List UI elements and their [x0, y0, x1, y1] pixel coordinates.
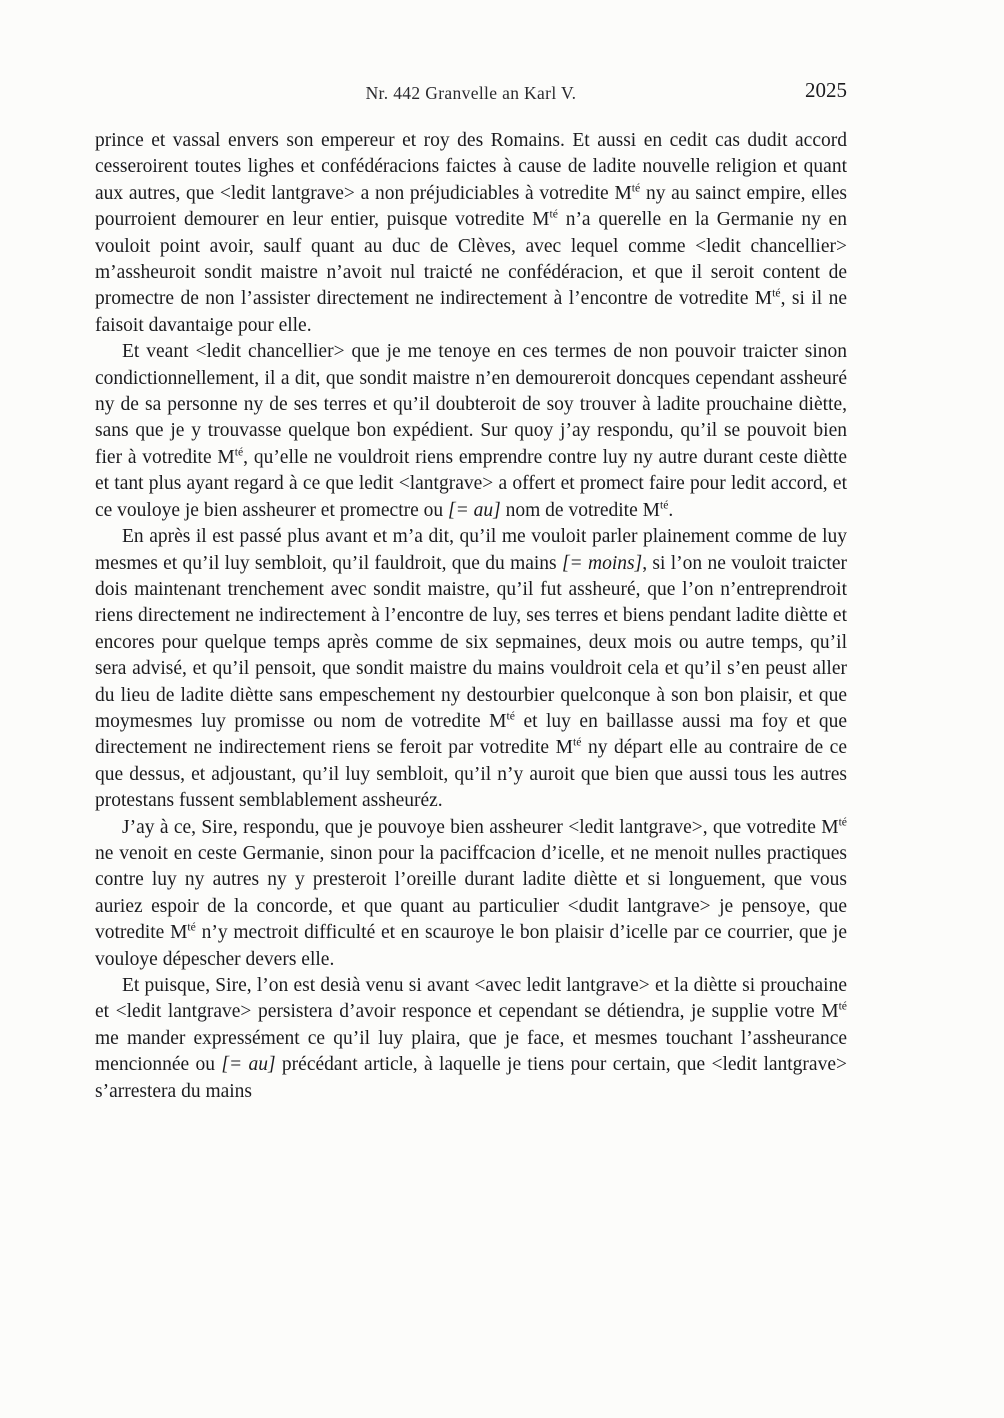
text-run: J’ay à ce, Sire, respondu, que je pouvoye bien assheurer <ledit lantgrave>, que votredite M — [122, 816, 839, 838]
text-run: ny au sainct empire, elles pourroient demourer en leur entier, puisque votredite M — [95, 182, 847, 231]
superscript-abbreviation: té — [631, 181, 641, 195]
superscript-abbreviation: té — [772, 286, 781, 300]
text-run: Et veant <ledit chancellier> que je me tenoye en ces termes de non pouvoir traicter sinon condictionnellement, il a dit, que sondit maistre n’en demoureroit doncques cependant assheuré ny de sa personne ny de ses terres et qu’il doubteroit de soy trouver à ladite prouchaine diètte, sans que je y trouvasse quelque bon expédient. Sur quoy j’ay respondu, qu’il se pouvoit bien fier à votredite M — [95, 341, 847, 468]
text-run: et luy en baillasse aussi ma foy et que directement ne indirectement riens se feroit par votredite M — [95, 710, 847, 759]
text-run: , qu’elle ne vouldroit riens emprendre contre luy ny autre durant ceste diètte et tant plus ayant regard à ce que ledit <lantgrave> a offert et promect faire pour ledit accord, et ce vouloye je bien assheurer et promectre ou — [95, 446, 847, 521]
body-text — [95, 128, 847, 1105]
text-run: n’a querelle en la Germanie ny en vouloit point avoir, saulf quant au duc de Clèves, avec lequel comme <ledit chancellier> m’assheuroit sondit maistre n’avoit nul traicté ne confédéracion, et que il seroit content de promectre de non l’assister directement ne indirectement à l’encontre de votredite M — [95, 209, 847, 310]
superscript-abbreviation: té — [838, 999, 847, 1013]
text-run: , si il ne faisoit davantaige pour elle. — [95, 288, 847, 336]
page-header — [95, 80, 847, 112]
superscript-abbreviation: té — [549, 207, 558, 221]
text-run: En après il est passé plus avant et m’a dit, qu’il me vouloit parler plainement comme de luy mesmes et qu’il luy sembloit, qu’il fauldroit, que du mains — [95, 526, 847, 574]
page-number: 2025 — [805, 78, 847, 102]
running-head: Nr. 442 Granvelle an Karl V. — [365, 83, 577, 103]
text-run: ne venoit en ceste Germanie, sinon pour la paciffcacion d’icelle, et ne menoit nulles practiques contre luy ny autres ny y presteroit l’oreille durant ladite diètte et si longuement, que vous auriez espoir de la concorde, et que quant au particulier <dudit lantgrave> je pensoye, que votredite M — [95, 842, 847, 944]
text-run: nom de votredite M — [500, 499, 660, 521]
editorial-note: [= au] — [221, 1054, 276, 1076]
text-run: me mander expressément ce qu’il luy plaira, que je face, et mesmes touchant l’assheurance mencionnée ou — [95, 1027, 847, 1076]
text-run: . — [668, 499, 674, 521]
superscript-abbreviation: té — [234, 445, 244, 459]
editorial-note: [= moins] — [561, 552, 643, 574]
superscript-abbreviation: té — [506, 709, 515, 723]
paragraph — [95, 339, 847, 524]
text-run: , si l’on ne vouloit traicter dois maintenant trenchement avec sondit maistre, qu’il fut assheuré, que l’on n’entreprendroit riens directement ne indirectement à l’encontre de luy, ses terres et biens pendant ladite diètte et encores pour quelque temps après comme de six sepmaines, deux mois ou autre temps, qu’il sera advisé, et qu’il pensoit, que sondit maistre du mains vouldroit cela et qu’il s’en peust aller du lieu de ladite diètte sans empeschement ny destourbier quelconque à son bon plaisir, et que moymesmes luy promisse ou nom de votredite M — [95, 552, 847, 732]
text-run: prince et vassal envers son empereur et roy des Romains. Et aussi en cedit cas dudit accord cesseroirent toutes lighes et confédéracions faictes à cause de ladite nouvelle religion et quant aux autres, que <ledit lantgrave> a non préjudiciables à votredite M — [95, 130, 847, 204]
text-run: précédant article, à laquelle je tiens pour certain, que <ledit lantgrave> s’arrestera du mains — [95, 1054, 847, 1102]
page-content — [95, 80, 847, 1105]
superscript-abbreviation: té — [572, 735, 582, 749]
text-run: ny départ elle au contraire de ce que dessus, et adjoustant, qu’il luy sembloit, qu’il n’y auroit que bien que aussi tous les autres protestans fussent semblablement assheuréz. — [95, 737, 847, 812]
paragraph — [95, 815, 847, 973]
superscript-abbreviation: té — [659, 498, 669, 512]
superscript-abbreviation: té — [838, 815, 847, 829]
superscript-abbreviation: té — [187, 920, 196, 934]
text-run: Et puisque, Sire, l’on est desià venu si avant <avec ledit lantgrave> et la diètte si prouchaine et <ledit lantgrave> persistera d’avoir responce et cependant se détiendra, je supplie votre M — [95, 975, 847, 1023]
paragraph — [95, 128, 847, 339]
paragraph — [95, 973, 847, 1105]
text-run: n’y mectroit difficulté et en scauroye le bon plaisir d’icelle par ce courrier, que je vouloye dépescher devers elle. — [95, 922, 847, 970]
editorial-note: [= au] — [448, 499, 501, 521]
paragraph — [95, 524, 847, 814]
